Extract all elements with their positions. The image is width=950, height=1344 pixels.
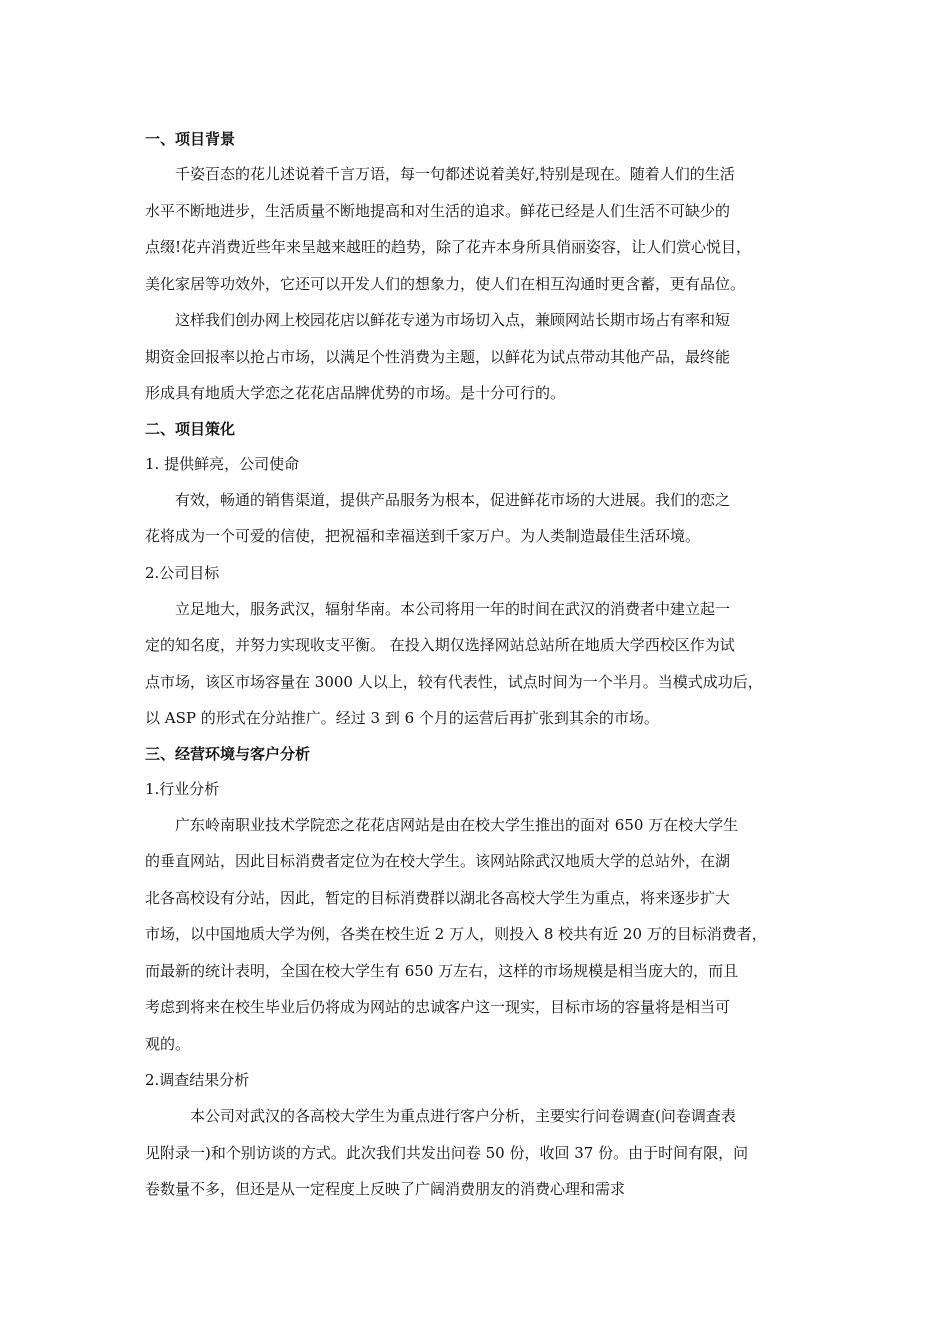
text-line: 点市场，该区市场容量在 3000 人以上，较有代表性，试点时间为一个半月。当模式成功后， [145,672,763,691]
section-heading-background: 一、项目背景 [145,130,236,148]
text-line: 北各高校设有分站，因此，暂定的目标消费群以湖北各高校大学生为重点，将来逐步扩大 [145,888,731,907]
text-line: 的垂直网站，因此目标消费者定位为在校大学生。该网站除武汉地质大学的总站外，在湖 [145,852,731,870]
text-line: 点缀!花卉消费近些年来呈越来越旺的趋势，除了花卉本身所具俏丽姿容，让人们赏心悦目， [145,238,752,256]
text-line: 美化家居等功效外，它还可以开发人们的想象力，使人们在相互沟通时更含蓄，更有品位。 [145,274,746,293]
text-line: 考虑到将来在校生毕业后仍将成为网站的忠诚客户这一现实，目标市场的容量将是相当可 [145,998,731,1016]
paragraph-background-1 [145,156,825,302]
subheading-mission: 1. 提供鲜亮，公司使命 [145,454,300,473]
paragraph-survey [145,1098,825,1208]
text-line: 本公司对武汉的各高校大学生为重点进行客户分析，主要实行问卷调查(问卷调查表 [190,1107,736,1125]
text-line: 观的。 [145,1034,191,1053]
text-line: 千姿百态的花儿述说着千言万语，每一句都述说着美好,特别是现在。随着人们的生活 [175,165,735,183]
text-line: 期资金回报率以抢占市场，以满足个性消费为主题，以鲜花为试点带动其他产品，最终能 [145,347,731,366]
document-body [145,122,825,1208]
text-line: 见附录一)和个别访谈的方式。此次我们共发出问卷 50 份，收回 37 份。由于时间有限，问 [145,1143,749,1162]
text-line: 立足地大，服务武汉，辐射华南。本公司将用一年的时间在武汉的消费者中建立起一 [175,599,731,618]
text-line: 花将成为一个可爱的信使，把祝福和幸福送到千家万户。为人类制造最佳生活环境。 [145,527,701,545]
text-line: 卷数量不多，但还是从一定程度上反映了广阔消费朋友的消费心理和需求 [145,1180,626,1198]
text-line: 这样我们创办网上校园花店以鲜花专递为市场切入点，兼顾网站长期市场占有率和短 [175,311,731,329]
text-line: 而最新的统计表明，全国在校大学生有 650 万左右，这样的市场规模是相当庞大的，而且 [145,961,739,980]
text-line: 定的知名度，并努力实现收支平衡。 在投入期仅选择网站总站所在地质大学西校区作为试 [145,636,735,654]
paragraph-mission [145,482,825,555]
subheading-survey: 2.调查结果分析 [145,1071,250,1089]
paragraph-background-2 [145,302,825,412]
text-line: 水平不断地进步，生活质量不断地提高和对生活的追求。鲜花已经是人们生活不可缺少的 [145,201,731,220]
text-line: 形成具有地质大学恋之花花店品牌优势的市场。是十分可行的。 [145,384,566,402]
text-line: 市场，以中国地质大学为例，各类在校生近 2 万人，则投入 8 校共有近 20 万的目标消费者， [145,925,767,943]
section-heading-planning: 二、项目策化 [145,419,236,438]
text-line: 以 ASP 的形式在分站推广。经过 3 到 6 个月的运营后再扩张到其余的市场。 [145,709,659,727]
section-heading-environment: 三、经营环境与客户分析 [145,744,311,763]
text-line: 有效，畅通的销售渠道，提供产品服务为根本，促进鲜花市场的大进展。我们的恋之 [175,490,731,509]
paragraph-goals [145,591,825,737]
subheading-goals: 2.公司目标 [145,563,220,582]
subheading-industry: 1.行业分析 [145,779,220,798]
text-line: 广东岭南职业技术学院恋之花花店网站是由在校大学生推出的面对 650 万在校大学生 [175,815,739,834]
paragraph-industry [145,807,825,1063]
